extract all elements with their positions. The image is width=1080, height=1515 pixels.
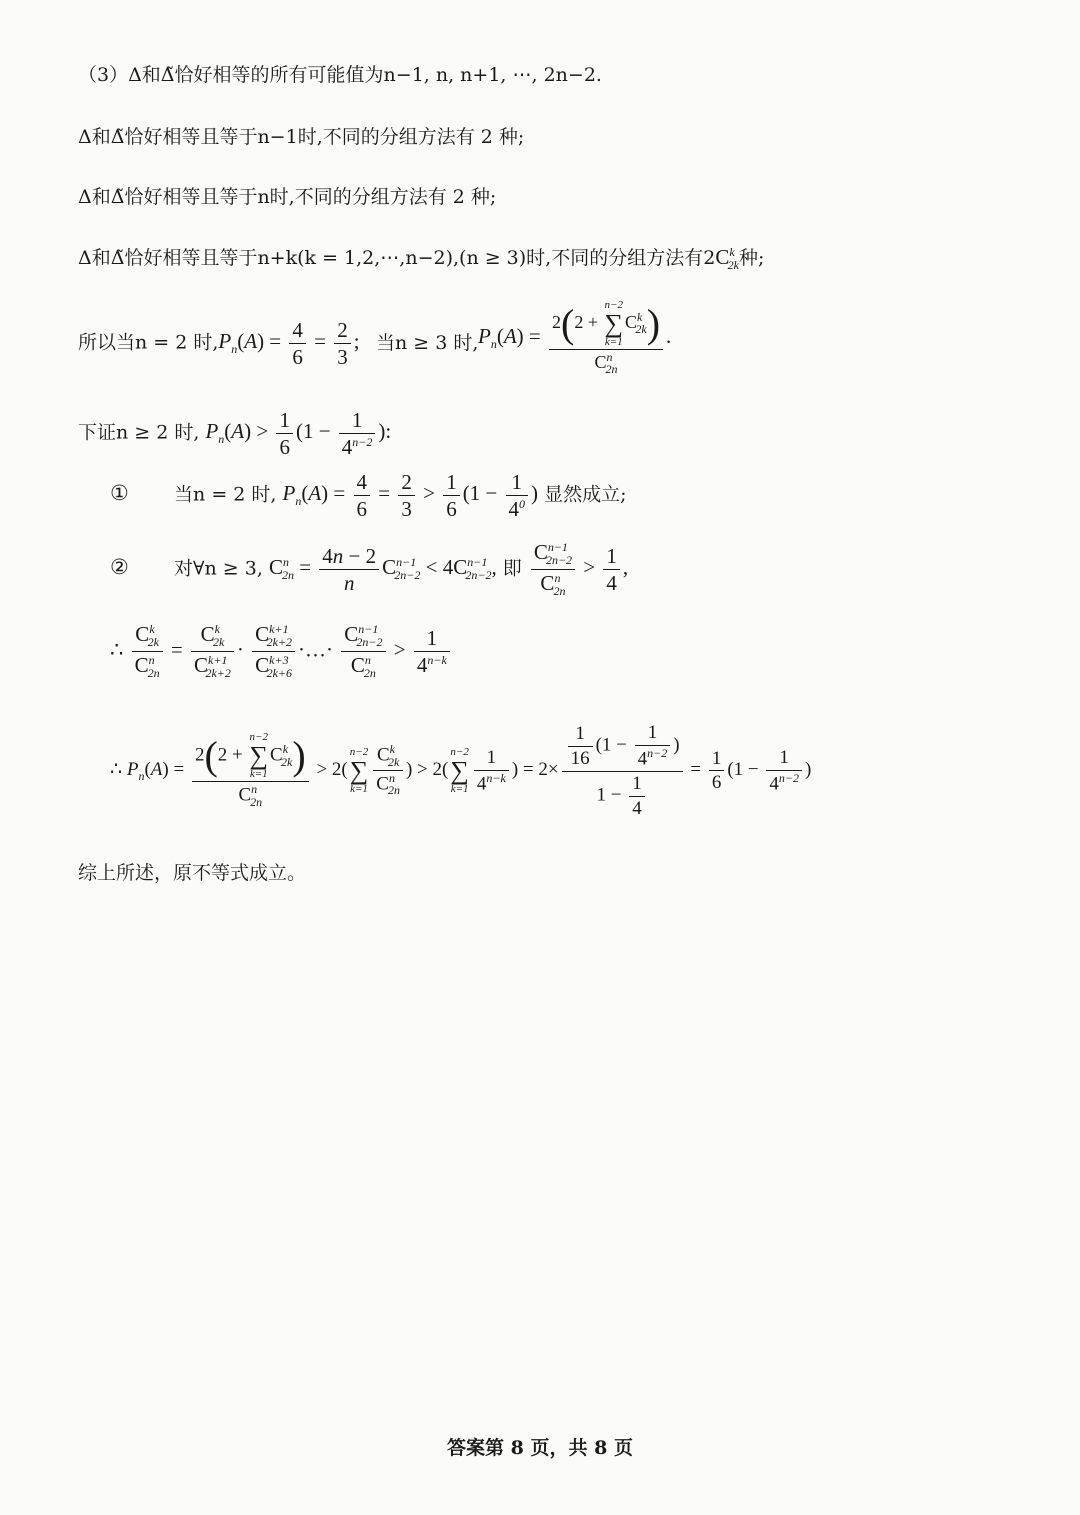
conclusion-text: 综上所述，原不等式成立。 <box>78 862 307 884</box>
case-1-marker: ① <box>110 481 129 506</box>
formula-case-1: $P_n(A)$ = $\frac{4}{6}$ = $\frac{2}{3}$ > $\frac{1}{6}$ (1 − $\frac{1}{4^0}$ ) <box>282 470 539 522</box>
case-2-label: 对∀n ≥ 3, <box>174 557 263 580</box>
line-case-n-minus-1-text: Δ和Δ̃恰好相等且等于n−1时,不同的分组方法有 2 种; <box>78 126 525 148</box>
line-case-n-text: Δ和Δ̃恰好相等且等于n时,不同的分组方法有 2 种; <box>78 186 497 208</box>
formula-p-n2: $P_n(A)$ = $\frac{4}{6}$ = $\frac{2}{3}$ ; <box>218 318 360 370</box>
line-possible-values <box>78 60 602 87</box>
line-case-2 <box>110 540 628 599</box>
formula-p-n-general: $P_n(A)$ = 2(2 + n−2 ∑ k=1 $C^k_{2k}$) $C^n_{2n}$ . <box>478 299 672 376</box>
case-1-label: 当n = 2 时, <box>174 483 277 506</box>
formula-case-2-ratio: $\frac{C^{n-1}_{2n-2}}{C^n_{2n}}$ > $\frac{1}{4}$ , <box>528 555 628 579</box>
line-probability-n2-label: 所以当n = 2 时, <box>78 331 219 354</box>
line-case-n <box>78 182 496 209</box>
formula-inequality: $P_n(A)$ > $\frac{1}{6}$ (1 − $\frac{1}{4^{n-2}}$ ): <box>205 408 392 460</box>
page-footer: 答案第 8 页，共 8 页 <box>447 1437 633 1459</box>
case-2-therefore: 即 <box>502 557 522 580</box>
formula-final-chain: ∴ $P_n(A)$ = 2(2 + n−2 ∑ k=1 $C^k_{2k}$) $C^n_{2n}$ > 2( n−2 ∑ k=1 $\frac{C^k_{2k}}{C^n_{2n}}$ ) > 2( n−2 ∑ k=1 $\frac{1}{4^{n-k}}$ ) = 2× $\frac{1}{16}$ (1 − $\frac{1}{4^{n-2}}$ ) 1 − $\frac{1}{4}$ = $\frac{1}{6}$ (1 − $\frac{1}{4^{n-2}}$ ) <box>110 722 812 819</box>
line-case-n-minus-1 <box>78 122 524 149</box>
line-case-n-plus-k-text: Δ和Δ̃恰好相等且等于n+k(k = 1,2,⋯,n−2),(n ≥ 3)时,不同的分组方法有2 <box>78 247 716 269</box>
line-conclusion <box>78 858 306 885</box>
line-probability-n3-label: 当n ≥ 3 时, <box>376 332 479 354</box>
line-to-prove <box>78 408 391 459</box>
line-to-prove-label: 下证n ≥ 2 时, <box>78 421 200 444</box>
case-1-tail: 显然成立; <box>544 483 627 506</box>
case-2-marker: ② <box>110 555 129 580</box>
formula-product-chain: ∴ $\frac{C^k_{2k}}{C^n_{2n}}$ = $\frac{C^k_{2k}}{C^{k+1}_{2k+2}}$ · $\frac{C^{k+1}_{2k+2}}{C^{k+3}_{2k+6}}$ ·…· $\frac{C^{n-1}_{2n-2}}{C^n_{2n}}$ > $\frac{1}{4^{n-k}}$ <box>110 622 453 681</box>
line-possible-values-text: （3）Δ和Δ̃恰好相等的所有可能值为n−1, n, n+1, ⋯, 2n−2. <box>78 64 602 86</box>
binom-2k-k: $C^k_{2k}$ <box>715 245 739 273</box>
line-case-1 <box>110 470 626 521</box>
line-case-n-plus-k-tail: 种; <box>738 247 765 269</box>
line-case-n-plus-k <box>78 243 764 273</box>
formula-case-2: $C^n_{2n}$ = $\frac{4n - 2}{n}$ $C^{n-1}_{2n-2} < 4C^{n-1}_{2n-2}$, <box>268 543 497 595</box>
